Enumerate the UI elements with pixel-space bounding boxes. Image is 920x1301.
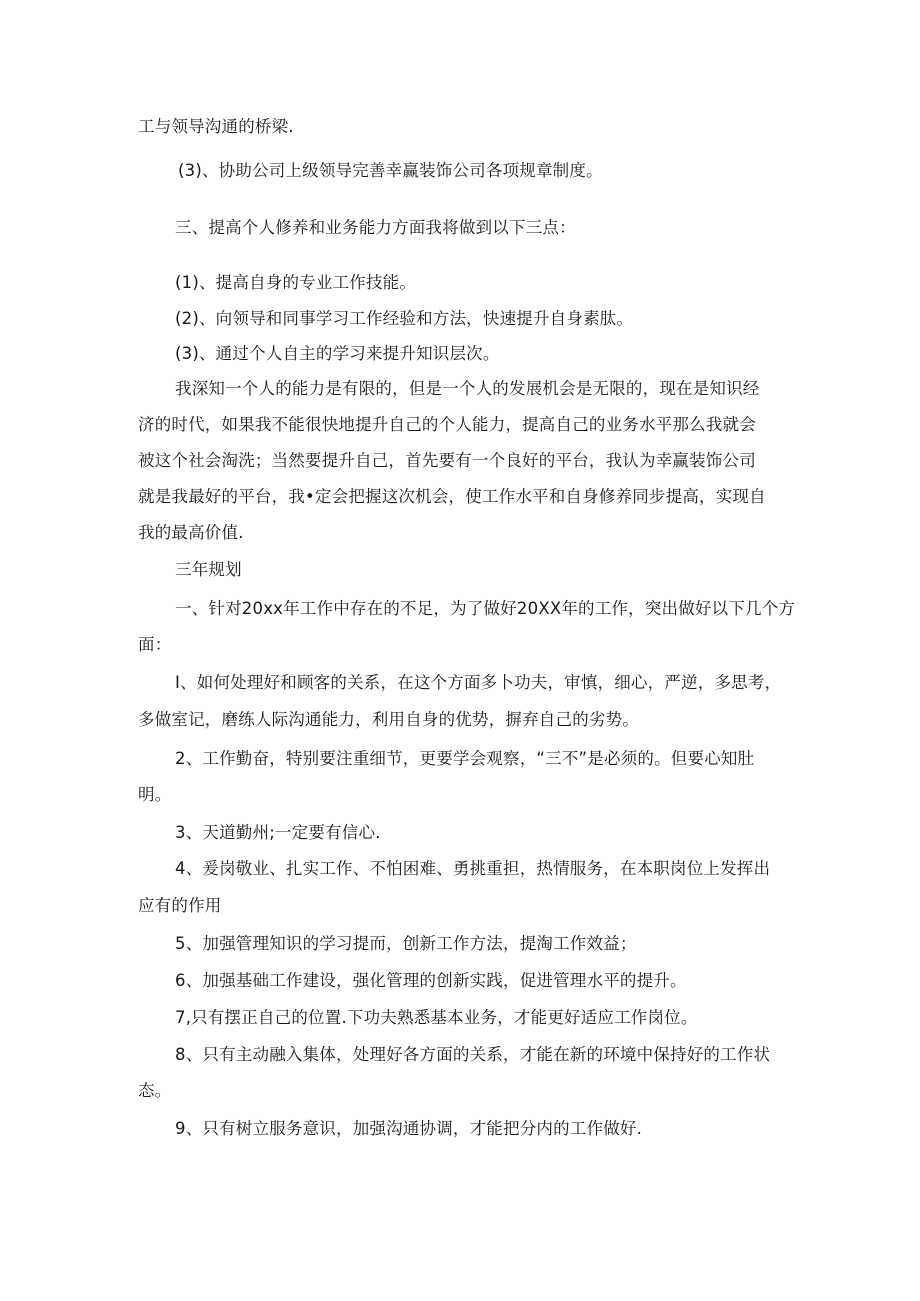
text-line: 4、爰岗敬业、扎实工作、不怕困难、勇挑重担，热情服务，在本职岗位上发挥出	[175, 859, 771, 878]
text-line: I、如何处理好和顾客的关系，在这个方面多卜功夫，审慎，细心，严逆，多思考，	[175, 673, 782, 692]
text-line: 态。	[138, 1081, 172, 1100]
section-heading: 三年规划	[175, 560, 242, 579]
text-line: 6、加强基础工作建设，强化管理的创新实践，促进管理水平的提升。	[175, 971, 687, 990]
text-line: 明。	[138, 785, 172, 804]
text-line: 9、只有树立服务意识，加强沟通协调，才能把分内的工作做好.	[175, 1119, 643, 1138]
text-line: 我深知一个人的能力是有限的，但是一个人的发展机会是无限的，现在是知识经	[175, 379, 760, 398]
text-line: (1)、提高自身的专业工作技能。	[175, 273, 417, 292]
text-line: 一、针对20xx年工作中存在的不足，为了做好20XX年的工作，突出做好以下几个方	[175, 599, 796, 618]
text-line: (3)、通过个人自主的学习来提升知识层次。	[175, 344, 500, 363]
text-line: 就是我最好的平台，我•定会把握这次机会，使工作水平和自身修养同步提高，实现自	[138, 487, 766, 506]
text-line: 5、加强管理知识的学习提而，创新工作方法，提淘工作效益；	[175, 934, 637, 953]
section-heading: 三、提高个人修养和业务能力方面我将做到以下三点：	[175, 218, 576, 237]
text-line: (3)、协助公司上级领导完善幸赢装饰公司各项规章制度。	[178, 161, 603, 180]
text-line: 工与领导沟通的桥梁.	[138, 117, 294, 136]
text-line: 多做室记，磨练人际沟通能力，利用自身的优势，摒弃自己的劣势。	[138, 710, 639, 729]
text-line: 7,只有摆正自己的位置.下功夫熟悉基本业务，才能更好适应工作岗位。	[175, 1008, 698, 1027]
text-line: 8、只有主动融入集体，处理好各方面的关系，才能在新的环境中保持好的工作状	[175, 1045, 771, 1064]
text-line: 我的最高价值.	[138, 523, 244, 542]
text-line: 面：	[138, 635, 172, 654]
text-line: 应有的作用	[138, 896, 222, 915]
text-line: (2)、向领导和同事学习工作经验和方法，快速提升自身素肽。	[175, 309, 634, 328]
text-line: 2、工作勤奋，特别要注重细节，更要学会观察，“三不”是必须的。但要心知肚	[175, 749, 755, 768]
text-line: 3、天道勤州;一定要有信心.	[175, 823, 381, 842]
text-line: 被这个社会淘洗；当然要提升自己，首先要有一个良好的平台，我认为幸赢装饰公司	[138, 451, 756, 470]
text-line: 济的时代，如果我不能很快地提升自己的个人能力，提高自己的业务水平那么我就会	[138, 415, 756, 434]
